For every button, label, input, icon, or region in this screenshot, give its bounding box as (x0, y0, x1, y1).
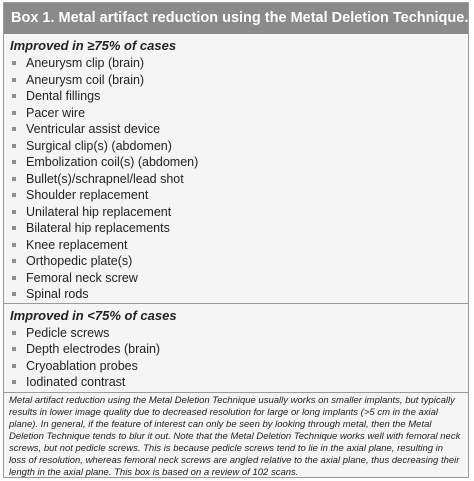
square-bullet-icon (12, 78, 16, 82)
list-item-label: Pacer wire (26, 105, 86, 120)
list-item-label: Aneurysm clip (brain) (26, 56, 145, 70)
list-item (4, 171, 468, 188)
list-item (4, 325, 468, 342)
section-improved-under-75 (4, 307, 468, 393)
list-item-label: Shoulder replacement (26, 188, 149, 202)
section-improved-75-plus (4, 37, 468, 304)
list-item (4, 374, 468, 391)
square-bullet-icon (12, 347, 16, 351)
square-bullet-icon (12, 193, 16, 197)
box-footnote: Metal artifact reduction using the Metal Deletion Technique usually works on smaller implants, but typically results in lower image quality due to decreased resolution for large or long implants (>5 cm in the axial plane). In general, if the feature of interest can only be seen by looking through metal, then the Metal Deletion Technique tends to blur it out. Note that the Metal Deletion Technique works well with femoral neck screws, but not pedicle screws. This is because pedicle screws tend to lie in the axial plane, resulting in loss of resolution, whereas femoral neck screws are angled relative to the axial plane, thus decreasing their length in the axial plane. This box is based on a review of 102 scans. (9, 394, 461, 478)
implant-list (4, 325, 468, 392)
square-bullet-icon (12, 177, 16, 181)
square-bullet-icon (12, 276, 16, 280)
list-item (4, 138, 468, 155)
square-bullet-icon (12, 380, 16, 384)
list-item-label: Bullet(s)/schrapnel/lead shot (26, 171, 184, 186)
square-bullet-icon (12, 144, 16, 148)
list-item (4, 187, 468, 204)
list-item-label: Surgical clip(s) (abdomen) (26, 138, 172, 153)
list-item-label: Pedicle screws (26, 325, 110, 340)
list-item-label: Unilateral hip replacement (26, 204, 172, 219)
square-bullet-icon (12, 127, 16, 131)
section-heading: Improved in ≥75% of cases (10, 38, 177, 53)
info-box (3, 2, 469, 478)
list-item (4, 237, 468, 254)
list-item (4, 286, 468, 303)
list-item (4, 72, 468, 89)
list-item-label: Bilateral hip replacements (26, 221, 170, 235)
square-bullet-icon (12, 364, 16, 368)
list-item (4, 105, 468, 122)
list-item (4, 341, 468, 358)
list-item-label: Aneurysm coil (brain) (26, 72, 145, 87)
box-title: Box 1. Metal artifact reduction using the Metal Deletion Technique. (4, 3, 468, 34)
list-item-label: Embolization coil(s) (abdomen) (26, 155, 199, 169)
list-item (4, 253, 468, 270)
square-bullet-icon (12, 243, 16, 247)
list-item (4, 220, 468, 237)
square-bullet-icon (12, 94, 16, 98)
list-item-label: Dental fillings (26, 89, 101, 103)
section-heading: Improved in <75% of cases (10, 307, 177, 323)
list-item-label: Orthopedic plate(s) (26, 254, 133, 268)
list-item-label: Iodinated contrast (26, 375, 126, 389)
list-item-label: Femoral neck screw (26, 270, 138, 285)
square-bullet-icon (12, 226, 16, 230)
square-bullet-icon (12, 111, 16, 115)
list-item (4, 121, 468, 138)
list-item-label: Knee replacement (26, 237, 128, 252)
list-item-label: Depth electrodes (brain) (26, 342, 161, 356)
list-item-label: Ventricular assist device (26, 122, 161, 136)
square-bullet-icon (12, 259, 16, 263)
square-bullet-icon (12, 292, 16, 296)
square-bullet-icon (12, 210, 16, 214)
square-bullet-icon (12, 331, 16, 335)
implant-list (4, 55, 468, 303)
square-bullet-icon (12, 160, 16, 164)
list-item (4, 55, 468, 72)
list-item (4, 358, 468, 375)
list-item (4, 154, 468, 171)
square-bullet-icon (12, 61, 16, 65)
list-item-label: Cryoablation probes (26, 358, 138, 373)
list-item-label: Spinal rods (26, 287, 89, 301)
list-item (4, 270, 468, 287)
list-item (4, 204, 468, 221)
list-item (4, 88, 468, 105)
